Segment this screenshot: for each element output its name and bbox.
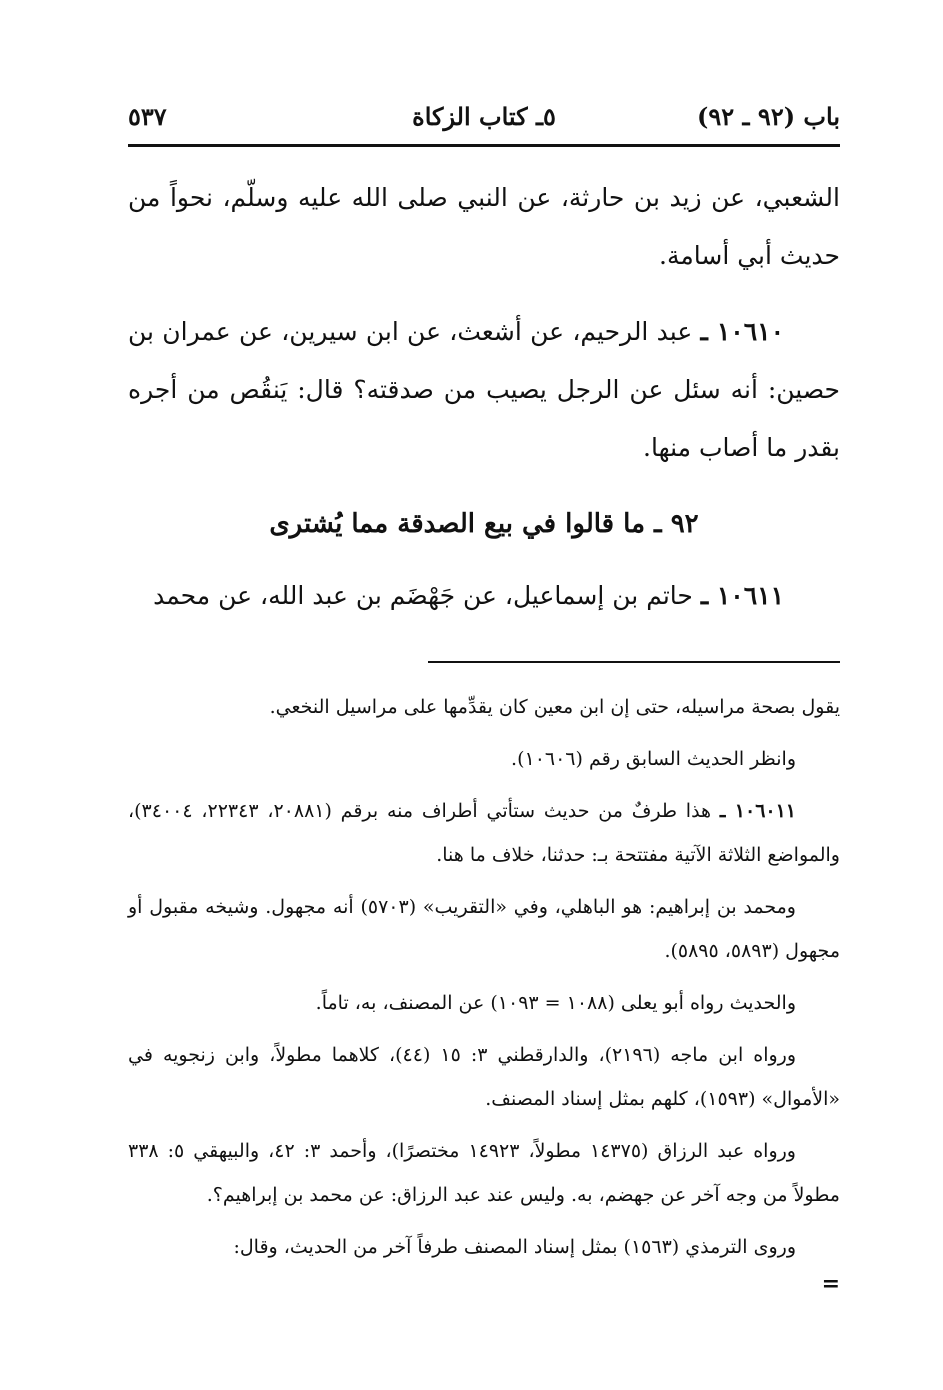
footnotes (128, 685, 840, 1299)
hadith-text: عبد الرحيم، عن أشعث، عن ابن سيرين، عن عمران بن حصين: أنه سئل عن الرجل يصيب من صدقته؟ قال: يَنقُص من أجره بقدر ما أصاب منها. (128, 317, 840, 462)
footnote-number: ١٠٦٠١١ ـ (719, 800, 797, 822)
page-number: ٥٣٧ (128, 102, 167, 131)
footnote (128, 789, 840, 877)
hadith-10611 (128, 567, 840, 625)
hadith-number: ١٠٦١١ ـ (700, 581, 784, 610)
footnote: ومحمد بن إبراهيم: هو الباهلي، وفي «التقريب» (٥٧٠٣) أنه مجهول. وشيخه مقبول أو مجهول (٥٨٩٣، ٥٨٩٥). (128, 896, 840, 962)
continuation-mark: = (821, 1271, 840, 1297)
footnote: ورواه ابن ماجه (٢١٩٦)، والدارقطني ٣: ١٥ (٤٤)، كلاهما مطولاً، وابن زنجويه في «الأموال» (١٥٩٣)، كلهم بمثل إسناد المصنف. (128, 1044, 840, 1110)
header-rule (128, 144, 840, 147)
hadith-10610 (128, 303, 840, 477)
hadith-text: حاتم بن إسماعيل، عن جَهْضَم بن عبد الله، عن محمد (153, 581, 701, 610)
footnote: ورواه عبد الرزاق (١٤٣٧٥ مطولاً، ١٤٩٢٣ مختصرًا)، وأحمد ٣: ٤٢، والبيهقي ٥: ٣٣٨ مطولاً من وجه آخر عن جهضم، به. وليس عند عبد الرزاق: عن محمد بن إبراهيم؟. (128, 1140, 840, 1206)
chapter-heading: ٩٢ ـ ما قالوا في بيع الصدقة مما يُشترى (269, 509, 699, 539)
footnote-text: هذا طرفٌ من حديث ستأتي أطراف منه برقم (٢٠٨٨١، ٢٢٣٤٣، ٣٤٠٠٤)، والمواضع الثلاثة الآتية مفتتحة بـ: حدثنا، خلاف ما هنا. (128, 800, 840, 866)
book-title: ٥ـ كتاب الزكاة (412, 102, 556, 131)
paragraph-continuation: الشعبي، عن زيد بن حارثة، عن النبي صلى الله عليه وسلّم، نحواً من حديث أبي أسامة. (128, 183, 840, 270)
hadith-number: ١٠٦١٠ ـ (700, 317, 785, 346)
running-header (128, 96, 840, 142)
chapter-range-label: باب (٩٢ ـ ٩٢) (697, 102, 840, 131)
footnote: يقول بصحة مراسيله، حتى إن ابن معين كان يقدِّمها على مراسيل النخعي. (269, 696, 840, 718)
book-page (128, 96, 840, 1299)
footnote: والحديث رواه أبو يعلى (١٠٨٨ = ١٠٩٣) عن المصنف، به، تاماً. (315, 992, 796, 1014)
footnote: وروى الترمذي (١٥٦٣) بمثل إسناد المصنف طرفاً آخر من الحديث، وقال: (233, 1236, 796, 1258)
main-text (128, 169, 840, 625)
footnote: وانظر الحديث السابق رقم (١٠٦٠٦). (511, 748, 796, 770)
footnote-separator (428, 661, 840, 663)
